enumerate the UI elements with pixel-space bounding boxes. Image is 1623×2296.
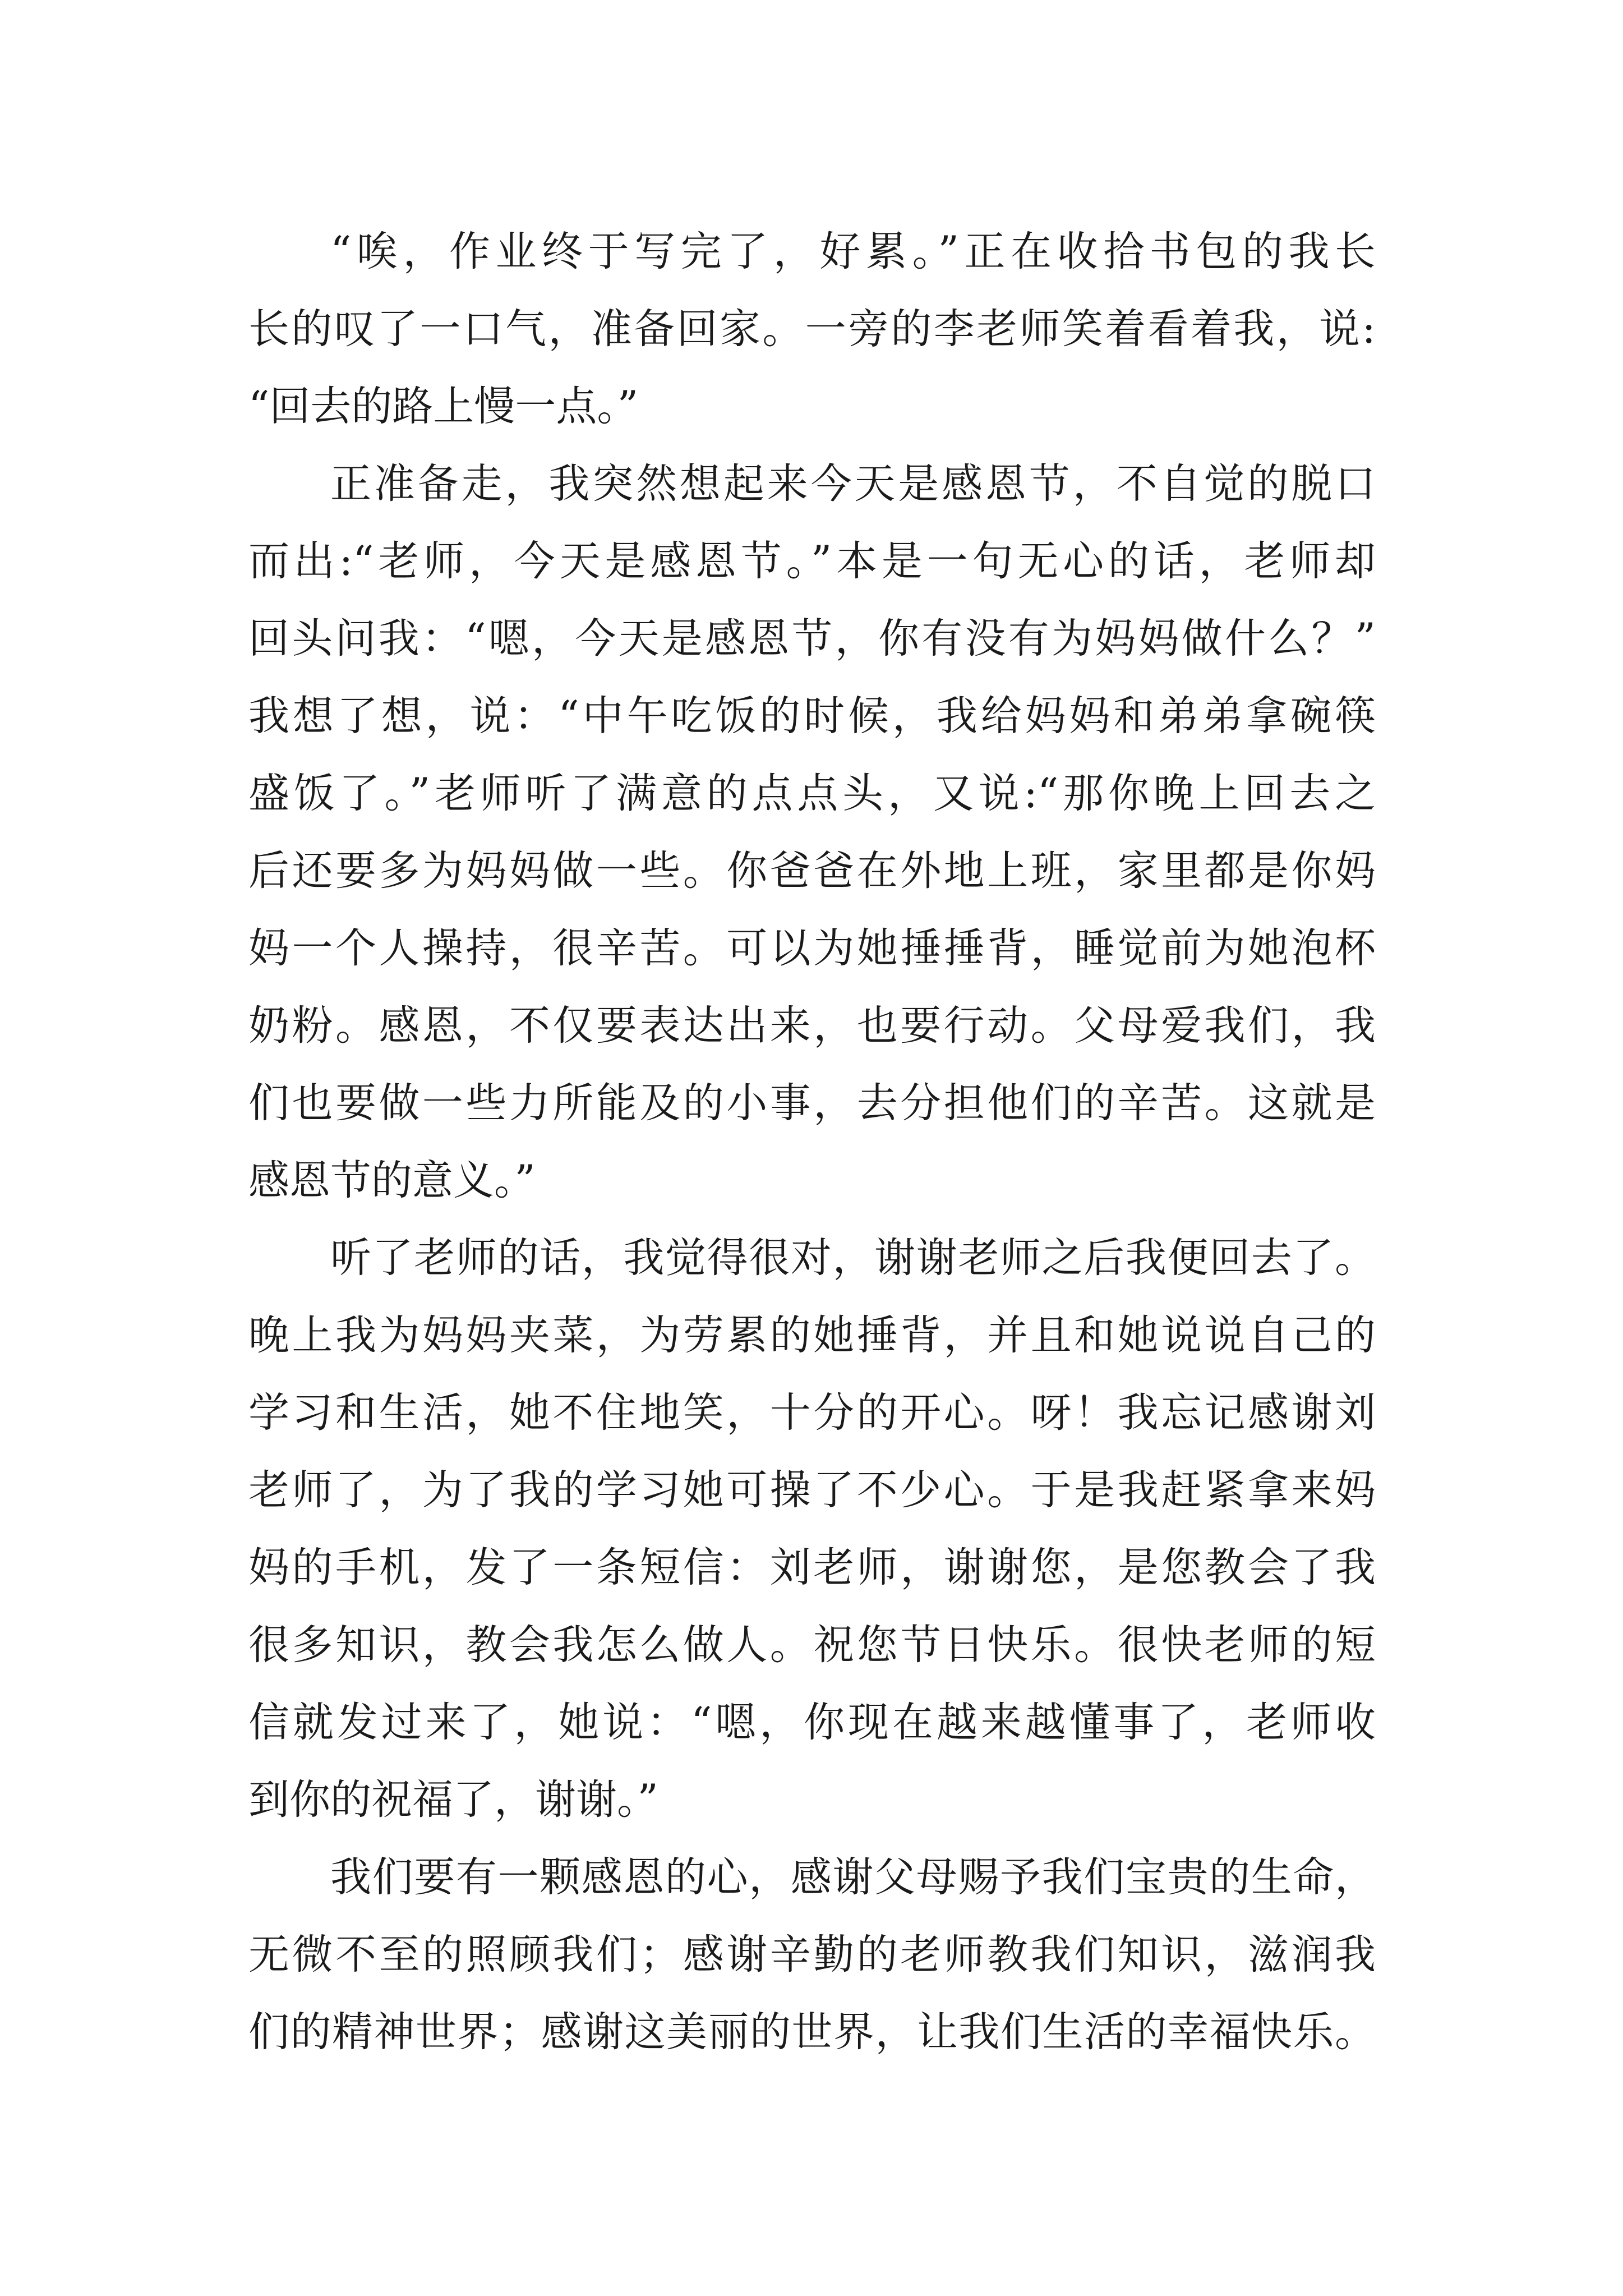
paragraph-line: 到你的祝福了，谢谢。” (248, 1776, 658, 1824)
paragraph-line: 我们要有一颗感恩的心，感谢父母赐予我们宝贵的生命， (330, 1853, 1376, 1901)
paragraph-line: “回去的路上慢一点。” (248, 383, 639, 430)
paragraph-line: 听了老师的话，我觉得很对，谢谢老师之后我便回去了。 (330, 1234, 1376, 1282)
paragraph-line: 很多知识，教会我怎么做人。祝您节日快乐。很快老师的短 (248, 1621, 1376, 1669)
paragraph-line: 老师了，为了我的学习她可操了不少心。于是我赶紧拿来妈 (248, 1466, 1376, 1514)
essay-body (248, 213, 1376, 2071)
paragraph-line: 而出:“老师，今天是感恩节。”本是一句无心的话，老师却 (248, 537, 1376, 585)
paragraph-line: 盛饭了。”老师听了满意的点点头，又说:“那你晚上回去之 (248, 770, 1376, 817)
paragraph-line: 感恩节的意义。” (248, 1157, 536, 1204)
paragraph-line: 妈一个人操持，很辛苦。可以为她捶捶背，睡觉前为她泡杯 (248, 924, 1376, 972)
paragraph-line: 妈的手机，发了一条短信：刘老师，谢谢您，是您教会了我 (248, 1544, 1376, 1591)
paragraph-line: 们的精神世界；感谢这美丽的世界，让我们生活的幸福快乐。 (248, 2008, 1376, 2056)
paragraph-line: 长的叹了一口气，准备回家。一旁的李老师笑着看着我，说: (248, 305, 1376, 353)
paragraph-line: 无微不至的照顾我们；感谢辛勤的老师教我们知识，滋润我 (248, 1931, 1376, 1978)
paragraph-line: 晚上我为妈妈夹菜，为劳累的她捶背，并且和她说说自己的 (248, 1312, 1376, 1359)
paragraph-line: “唉，作业终于写完了，好累。”正在收拾书包的我长 (330, 228, 1376, 275)
paragraph-line: 后还要多为妈妈做一些。你爸爸在外地上班，家里都是你妈 (248, 847, 1376, 895)
paragraph-line: 学习和生活，她不住地笑，十分的开心。呀！我忘记感谢刘 (248, 1389, 1376, 1437)
paragraph-line: 们也要做一些力所能及的小事，去分担他们的辛苦。这就是 (248, 1079, 1376, 1127)
paragraph-line: 奶粉。感恩，不仅要表达出来，也要行动。父母爱我们，我 (248, 1002, 1376, 1050)
paragraph-line: 信就发过来了，她说：“嗯，你现在越来越懂事了，老师收 (248, 1699, 1376, 1746)
paragraph-line: 正准备走，我突然想起来今天是感恩节，不自觉的脱口 (330, 460, 1376, 508)
paragraph-line: 我想了想，说：“中午吃饭的时候，我给妈妈和弟弟拿碗筷 (248, 692, 1376, 740)
paragraph-line: 回头问我：“嗯，今天是感恩节，你有没有为妈妈做什么？” (248, 615, 1376, 662)
